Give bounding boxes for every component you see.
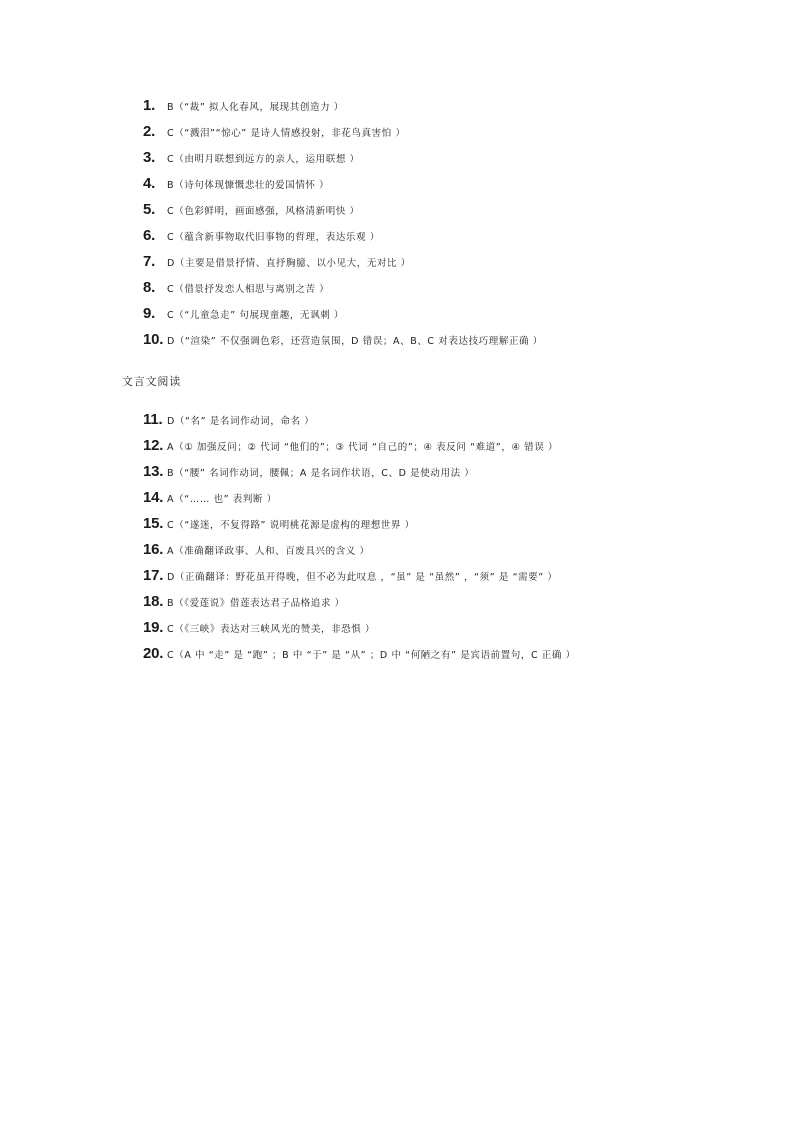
item-number: 14.	[143, 489, 164, 506]
item-number: 11.	[143, 411, 163, 428]
item-answer: C（蕴含新事物取代旧事物的哲理，表达乐观 ）	[167, 232, 380, 243]
item-answer: D（“名” 是名词作动词，命名 ）	[167, 416, 315, 427]
item-number: 1.	[143, 97, 156, 114]
list-item	[143, 175, 543, 201]
item-number: 2.	[143, 123, 156, 140]
list-item	[143, 567, 576, 593]
list-item	[143, 201, 543, 227]
item-answer: D（正确翻译：野花虽开得晚，但不必为此叹息 ，“虽” 是 “虽然” ，“须” 是 “需要” ）	[167, 572, 558, 583]
item-number: 15.	[143, 515, 164, 532]
list-item	[143, 515, 576, 541]
section-heading-classical-chinese: 文言文阅读	[122, 375, 181, 388]
item-number: 5.	[143, 201, 156, 218]
item-number: 16.	[143, 541, 164, 558]
list-item	[143, 645, 576, 671]
item-answer: D（主要是借景抒情、直抒胸臆、以小见大，无对比 ）	[167, 258, 411, 269]
item-answer: B（《爱莲说》借莲表达君子品格追求 ）	[167, 598, 345, 609]
list-item	[143, 227, 543, 253]
list-item	[143, 619, 576, 645]
item-number: 13.	[143, 463, 164, 480]
item-answer: C（“遂迷，不复得路” 说明桃花源是虚构的理想世界 ）	[167, 520, 415, 531]
item-number: 6.	[143, 227, 156, 244]
list-item	[143, 97, 543, 123]
item-answer: C（“溅泪”“惊心” 是诗人情感投射，非花鸟真害怕 ）	[167, 128, 406, 139]
list-item	[143, 331, 543, 357]
item-number: 8.	[143, 279, 156, 296]
list-item	[143, 463, 576, 489]
list-item	[143, 123, 543, 149]
list-item	[143, 279, 543, 305]
list-item	[143, 541, 576, 567]
item-answer: D（“渲染” 不仅强调色彩，还营造氛围，D 错误；A、B、C 对表达技巧理解正确 ）	[167, 336, 543, 347]
list-item	[143, 489, 576, 515]
list-item	[143, 437, 576, 463]
item-answer: A（“…… 也” 表判断 ）	[167, 494, 277, 505]
item-answer: A（准确翻译政事、人和、百废具兴的含义 ）	[167, 546, 370, 557]
item-answer: B（“腰” 名词作动词，腰佩；A 是名词作状语，C、D 是使动用法 ）	[167, 468, 475, 479]
item-number: 9.	[143, 305, 156, 322]
item-answer: C（“儿童急走” 句展现童趣，无讽刺 ）	[167, 310, 345, 321]
item-answer: B（“裁” 拟人化春风，展现其创造力 ）	[167, 102, 344, 113]
item-answer: C（由明月联想到远方的亲人，运用联想 ）	[167, 154, 360, 165]
list-item	[143, 305, 543, 331]
item-number: 7.	[143, 253, 156, 270]
answer-list-classical	[143, 411, 576, 671]
item-number: 10.	[143, 331, 164, 348]
item-answer: C（色彩鲜明，画面感强，风格清新明快 ）	[167, 206, 360, 217]
item-number: 3.	[143, 149, 156, 166]
item-answer: C（《三峡》表达对三峡风光的赞美，非恐惧 ）	[167, 624, 376, 635]
list-item	[143, 593, 576, 619]
item-answer: C（借景抒发恋人相思与离别之苦 ）	[167, 284, 330, 295]
item-answer: C（A 中 “走” 是 “跑” ；B 中 “于” 是 “从” ；D 中 “何陋之有” 是宾语前置句，C 正确 ）	[167, 650, 576, 661]
item-number: 18.	[143, 593, 164, 610]
item-number: 4.	[143, 175, 156, 192]
list-item	[143, 253, 543, 279]
list-item	[143, 411, 576, 437]
list-item	[143, 149, 543, 175]
item-answer: A（① 加强反问；② 代词 “他们的”；③ 代词 “自己的”；④ 表反问 “难道”，④ 错误 ）	[167, 442, 559, 453]
item-answer: B（诗句体现慷慨悲壮的爱国情怀 ）	[167, 180, 330, 191]
answer-list-poetry	[143, 97, 543, 357]
item-number: 12.	[143, 437, 164, 454]
item-number: 17.	[143, 567, 164, 584]
item-number: 19.	[143, 619, 164, 636]
item-number: 20.	[143, 645, 164, 662]
